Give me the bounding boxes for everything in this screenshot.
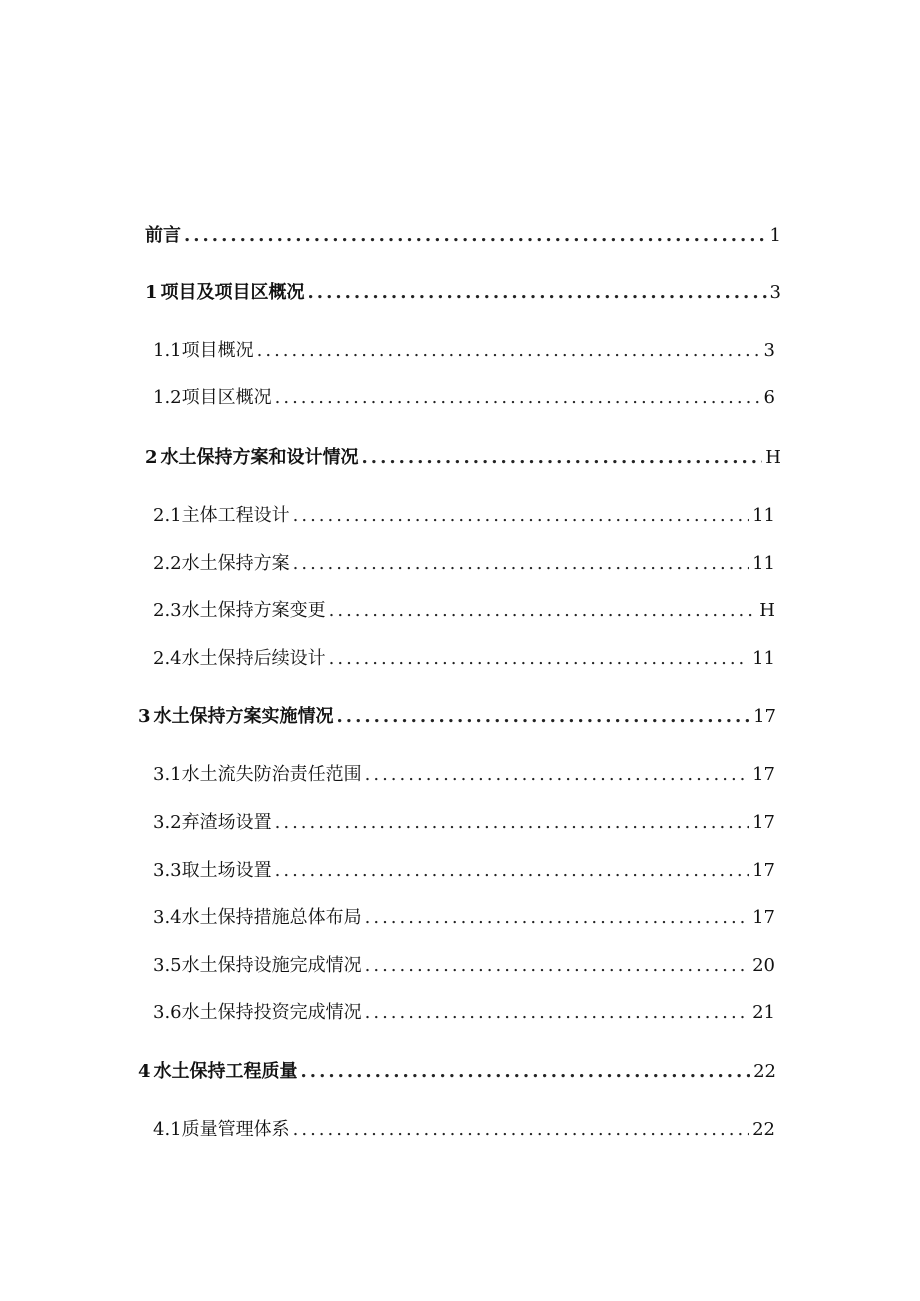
toc-entry-page: 3 bbox=[763, 340, 775, 361]
toc-entry-number: 1.1 bbox=[153, 340, 182, 361]
dot-leader bbox=[301, 1060, 751, 1084]
dot-leader bbox=[275, 859, 749, 883]
toc-entry-page: 11 bbox=[752, 505, 775, 526]
toc-entry-section-3-5[interactable] bbox=[153, 954, 775, 978]
toc-entry-title: 主体工程设计 bbox=[181, 505, 290, 526]
toc-entry-number: 2.2 bbox=[153, 553, 182, 574]
toc-entry-number: 2.1 bbox=[153, 505, 182, 526]
toc-entry-page: 17 bbox=[752, 764, 775, 785]
dot-leader bbox=[365, 906, 749, 930]
toc-entry-page: 22 bbox=[752, 1119, 775, 1140]
toc-entry-chapter-1[interactable] bbox=[145, 281, 781, 305]
toc-entry-page: H bbox=[759, 600, 775, 621]
dot-leader bbox=[293, 552, 749, 576]
toc-entry-page: 17 bbox=[753, 706, 776, 727]
dot-leader bbox=[362, 446, 763, 470]
toc-entry-page: 20 bbox=[752, 955, 775, 976]
toc-entry-section-2-1[interactable] bbox=[153, 504, 775, 528]
toc-entry-section-1-1[interactable] bbox=[153, 339, 775, 363]
toc-entry-title: 水土保持后续设计 bbox=[181, 648, 326, 669]
toc-entry-section-3-6[interactable] bbox=[153, 1001, 775, 1025]
toc-entry-title: 水土保持工程质量 bbox=[153, 1061, 298, 1082]
toc-entry-title: 水土保持措施总体布局 bbox=[181, 907, 362, 928]
toc-entry-chapter-4[interactable] bbox=[138, 1060, 776, 1084]
toc-entry-page: 11 bbox=[752, 553, 775, 574]
toc-entry-page: 21 bbox=[752, 1002, 775, 1023]
toc-entry-number: 3.3 bbox=[153, 860, 182, 881]
toc-entry-page: 17 bbox=[752, 907, 775, 928]
toc-entry-preface[interactable] bbox=[145, 224, 781, 248]
toc-entry-number: 3.6 bbox=[153, 1002, 182, 1023]
toc-entry-page: 3 bbox=[769, 282, 781, 303]
dot-leader bbox=[293, 1118, 749, 1142]
toc-entry-title: 项目概况 bbox=[181, 340, 254, 361]
dot-leader bbox=[293, 504, 749, 528]
toc-entry-title: 水土保持方案变更 bbox=[181, 600, 326, 621]
dot-leader bbox=[365, 763, 749, 787]
toc-entry-section-3-3[interactable] bbox=[153, 859, 775, 883]
toc-entry-title: 质量管理体系 bbox=[181, 1119, 290, 1140]
dot-leader bbox=[275, 811, 749, 835]
toc-entry-number: 4.1 bbox=[153, 1119, 182, 1140]
dot-leader bbox=[257, 339, 761, 363]
toc-entry-number: 1.2 bbox=[153, 387, 182, 408]
toc-entry-chapter-2[interactable] bbox=[145, 446, 781, 470]
toc-entry-page: 17 bbox=[752, 860, 775, 881]
toc-entry-section-3-4[interactable] bbox=[153, 906, 775, 930]
toc-entry-page: H bbox=[765, 447, 781, 468]
toc-entry-page: 11 bbox=[752, 648, 775, 669]
toc-entry-section-1-2[interactable] bbox=[153, 386, 775, 410]
toc-entry-section-2-4[interactable] bbox=[153, 647, 775, 671]
toc-entry-title: 项目区概况 bbox=[181, 387, 272, 408]
toc-entry-number: 3.1 bbox=[153, 764, 182, 785]
toc-entry-title: 前言 bbox=[145, 225, 181, 246]
dot-leader bbox=[184, 224, 767, 248]
toc-entry-title: 取土场设置 bbox=[181, 860, 272, 881]
toc-entry-page: 1 bbox=[769, 225, 781, 246]
toc-entry-number: 2.3 bbox=[153, 600, 182, 621]
toc-entry-number: 3 bbox=[138, 706, 151, 727]
toc-entry-section-2-3[interactable] bbox=[153, 599, 775, 623]
dot-leader bbox=[329, 647, 749, 671]
toc-entry-title: 水土流失防治责任范围 bbox=[181, 764, 362, 785]
toc-entry-number: 1 bbox=[145, 282, 158, 303]
toc-entry-page: 17 bbox=[752, 812, 775, 833]
toc-entry-title: 水土保持方案实施情况 bbox=[153, 706, 334, 727]
dot-leader bbox=[275, 386, 761, 410]
toc-entry-title: 水土保持设施完成情况 bbox=[181, 955, 362, 976]
toc-entry-section-2-2[interactable] bbox=[153, 552, 775, 576]
toc-entry-number: 3.5 bbox=[153, 955, 182, 976]
toc-entry-number: 3.2 bbox=[153, 812, 182, 833]
toc-entry-number: 2.4 bbox=[153, 648, 182, 669]
toc-entry-page: 22 bbox=[753, 1061, 776, 1082]
dot-leader bbox=[308, 281, 767, 305]
toc-entry-number: 3.4 bbox=[153, 907, 182, 928]
toc-entry-title: 水土保持方案和设计情况 bbox=[160, 447, 359, 468]
dot-leader bbox=[329, 599, 757, 623]
toc-entry-chapter-3[interactable] bbox=[138, 705, 776, 729]
toc-entry-title: 弃渣场设置 bbox=[181, 812, 272, 833]
dot-leader bbox=[337, 705, 751, 729]
toc-entry-number: 2 bbox=[145, 447, 158, 468]
toc-entry-number: 4 bbox=[138, 1061, 151, 1082]
dot-leader bbox=[365, 1001, 749, 1025]
toc-entry-title: 水土保持投资完成情况 bbox=[181, 1002, 362, 1023]
dot-leader bbox=[365, 954, 749, 978]
toc-entry-title: 项目及项目区概况 bbox=[160, 282, 305, 303]
toc-entry-section-3-2[interactable] bbox=[153, 811, 775, 835]
toc-entry-page: 6 bbox=[763, 387, 775, 408]
toc-entry-title: 水土保持方案 bbox=[181, 553, 290, 574]
toc-entry-section-4-1[interactable] bbox=[153, 1118, 775, 1142]
toc-entry-section-3-1[interactable] bbox=[153, 763, 775, 787]
